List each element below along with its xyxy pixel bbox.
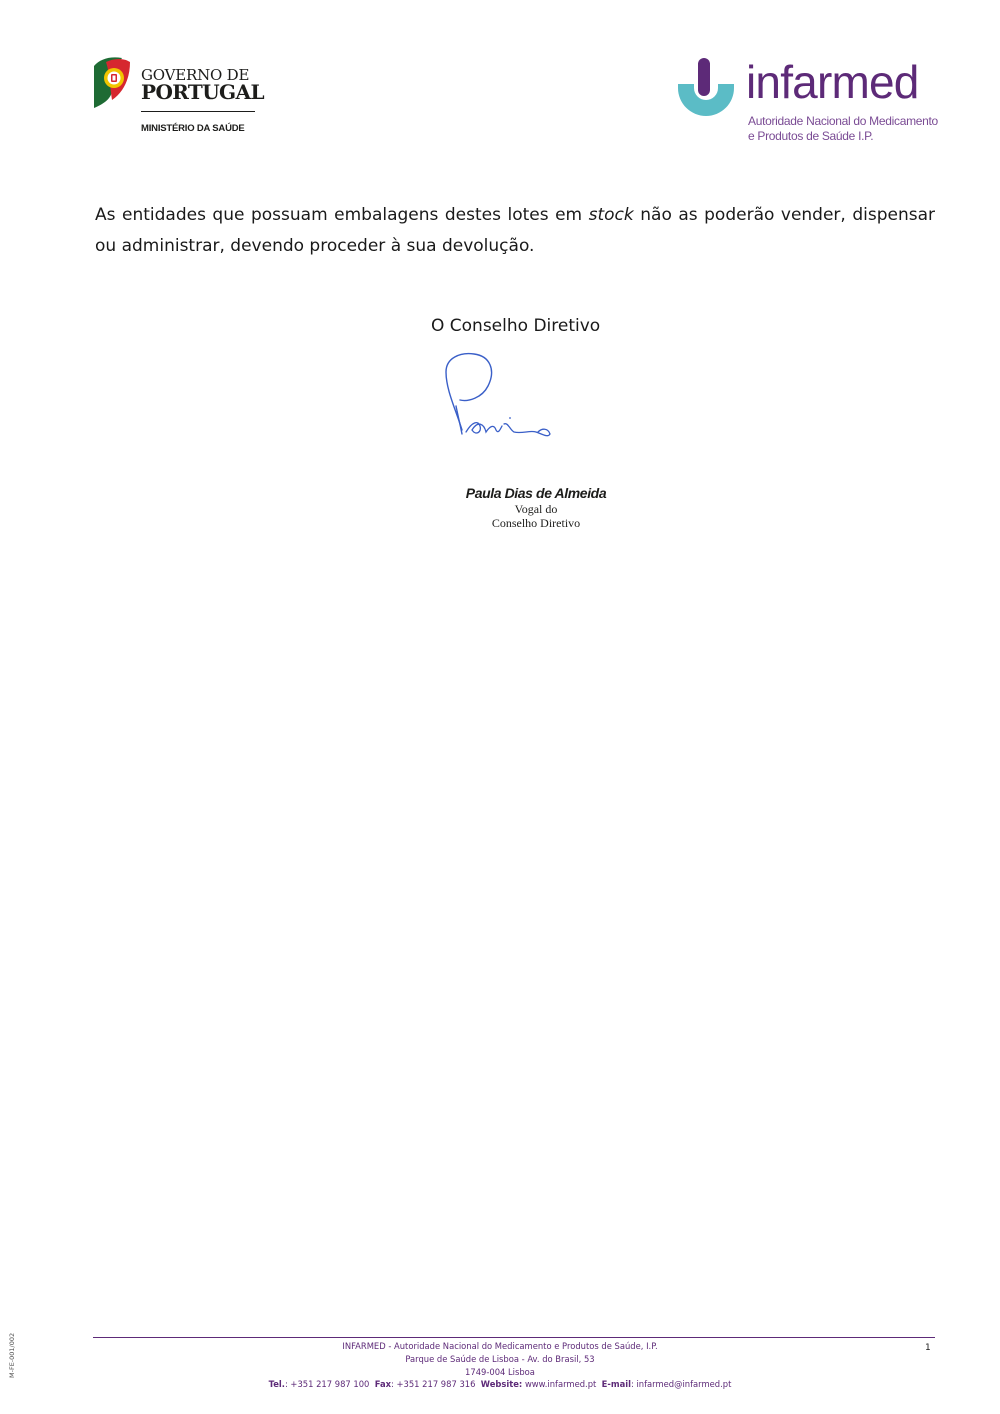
gov-logo-line2: PORTUGAL	[141, 80, 264, 104]
footer-divider	[93, 1337, 935, 1338]
footer-fax-value: : +351 217 987 316	[391, 1379, 476, 1390]
infarmed-mark-icon	[676, 58, 736, 122]
signatory-role-line1: Vogal do	[514, 502, 558, 516]
infarmed-logo	[676, 58, 938, 148]
body-paragraph-italic-stock: stock	[588, 205, 634, 225]
gov-logo-ministry: MINISTÉRIO DA SAÚDE	[141, 123, 245, 134]
footer-line1: INFARMED - Autoridade Nacional do Medicamento e Produtos de Saúde, I.P.	[342, 1341, 658, 1351]
portugal-coat-of-arms-icon	[92, 56, 132, 110]
signatory-name: Paula Dias de Almeida	[465, 485, 607, 501]
footer-line2: Parque de Saúde de Lisboa - Av. do Brasil, 53	[405, 1353, 595, 1364]
footer-website-label: Website:	[480, 1379, 523, 1390]
handwritten-signature	[438, 350, 558, 446]
infarmed-subtitle	[748, 114, 938, 144]
footer-tel-label: Tel.	[268, 1379, 285, 1390]
infarmed-wordmark: infarmed	[746, 56, 919, 108]
page-number: 1	[925, 1343, 931, 1353]
gov-logo-line1: GOVERNO DE	[141, 66, 250, 84]
signatory-role-line2: Conselho Diretivo	[491, 516, 581, 530]
footer-tel-value: : +351 217 987 100	[284, 1379, 370, 1390]
governo-de-portugal-logo	[92, 56, 262, 140]
signature-stamp	[446, 484, 626, 530]
document-code: M-FE-001/002	[8, 1332, 16, 1378]
infarmed-subtitle-line1: Autoridade Nacional do Medicamento	[748, 114, 938, 128]
board-title: O Conselho Diretivo	[431, 316, 601, 336]
footer-fax-label: Fax	[374, 1379, 392, 1390]
infarmed-subtitle-line2: e Produtos de Saúde I.P.	[748, 129, 874, 143]
footer-email-label: E-mail	[601, 1379, 631, 1390]
body-paragraph-end: não as poderão vender, dispensar ou administrar, devendo proceder à sua devolução.	[95, 205, 935, 256]
footer-contacts	[93, 1378, 907, 1391]
gov-logo-divider	[141, 111, 255, 112]
footer-line3: 1749-004 Lisboa	[465, 1366, 535, 1377]
body-paragraph-start: As entidades que possuam embalagens destes lotes em	[95, 205, 589, 225]
footer-email-link[interactable]: : infarmed@infarmed.pt	[630, 1379, 732, 1390]
body-paragraph	[95, 200, 935, 262]
footer	[93, 1340, 907, 1391]
footer-website-link[interactable]: www.infarmed.pt	[522, 1379, 597, 1390]
